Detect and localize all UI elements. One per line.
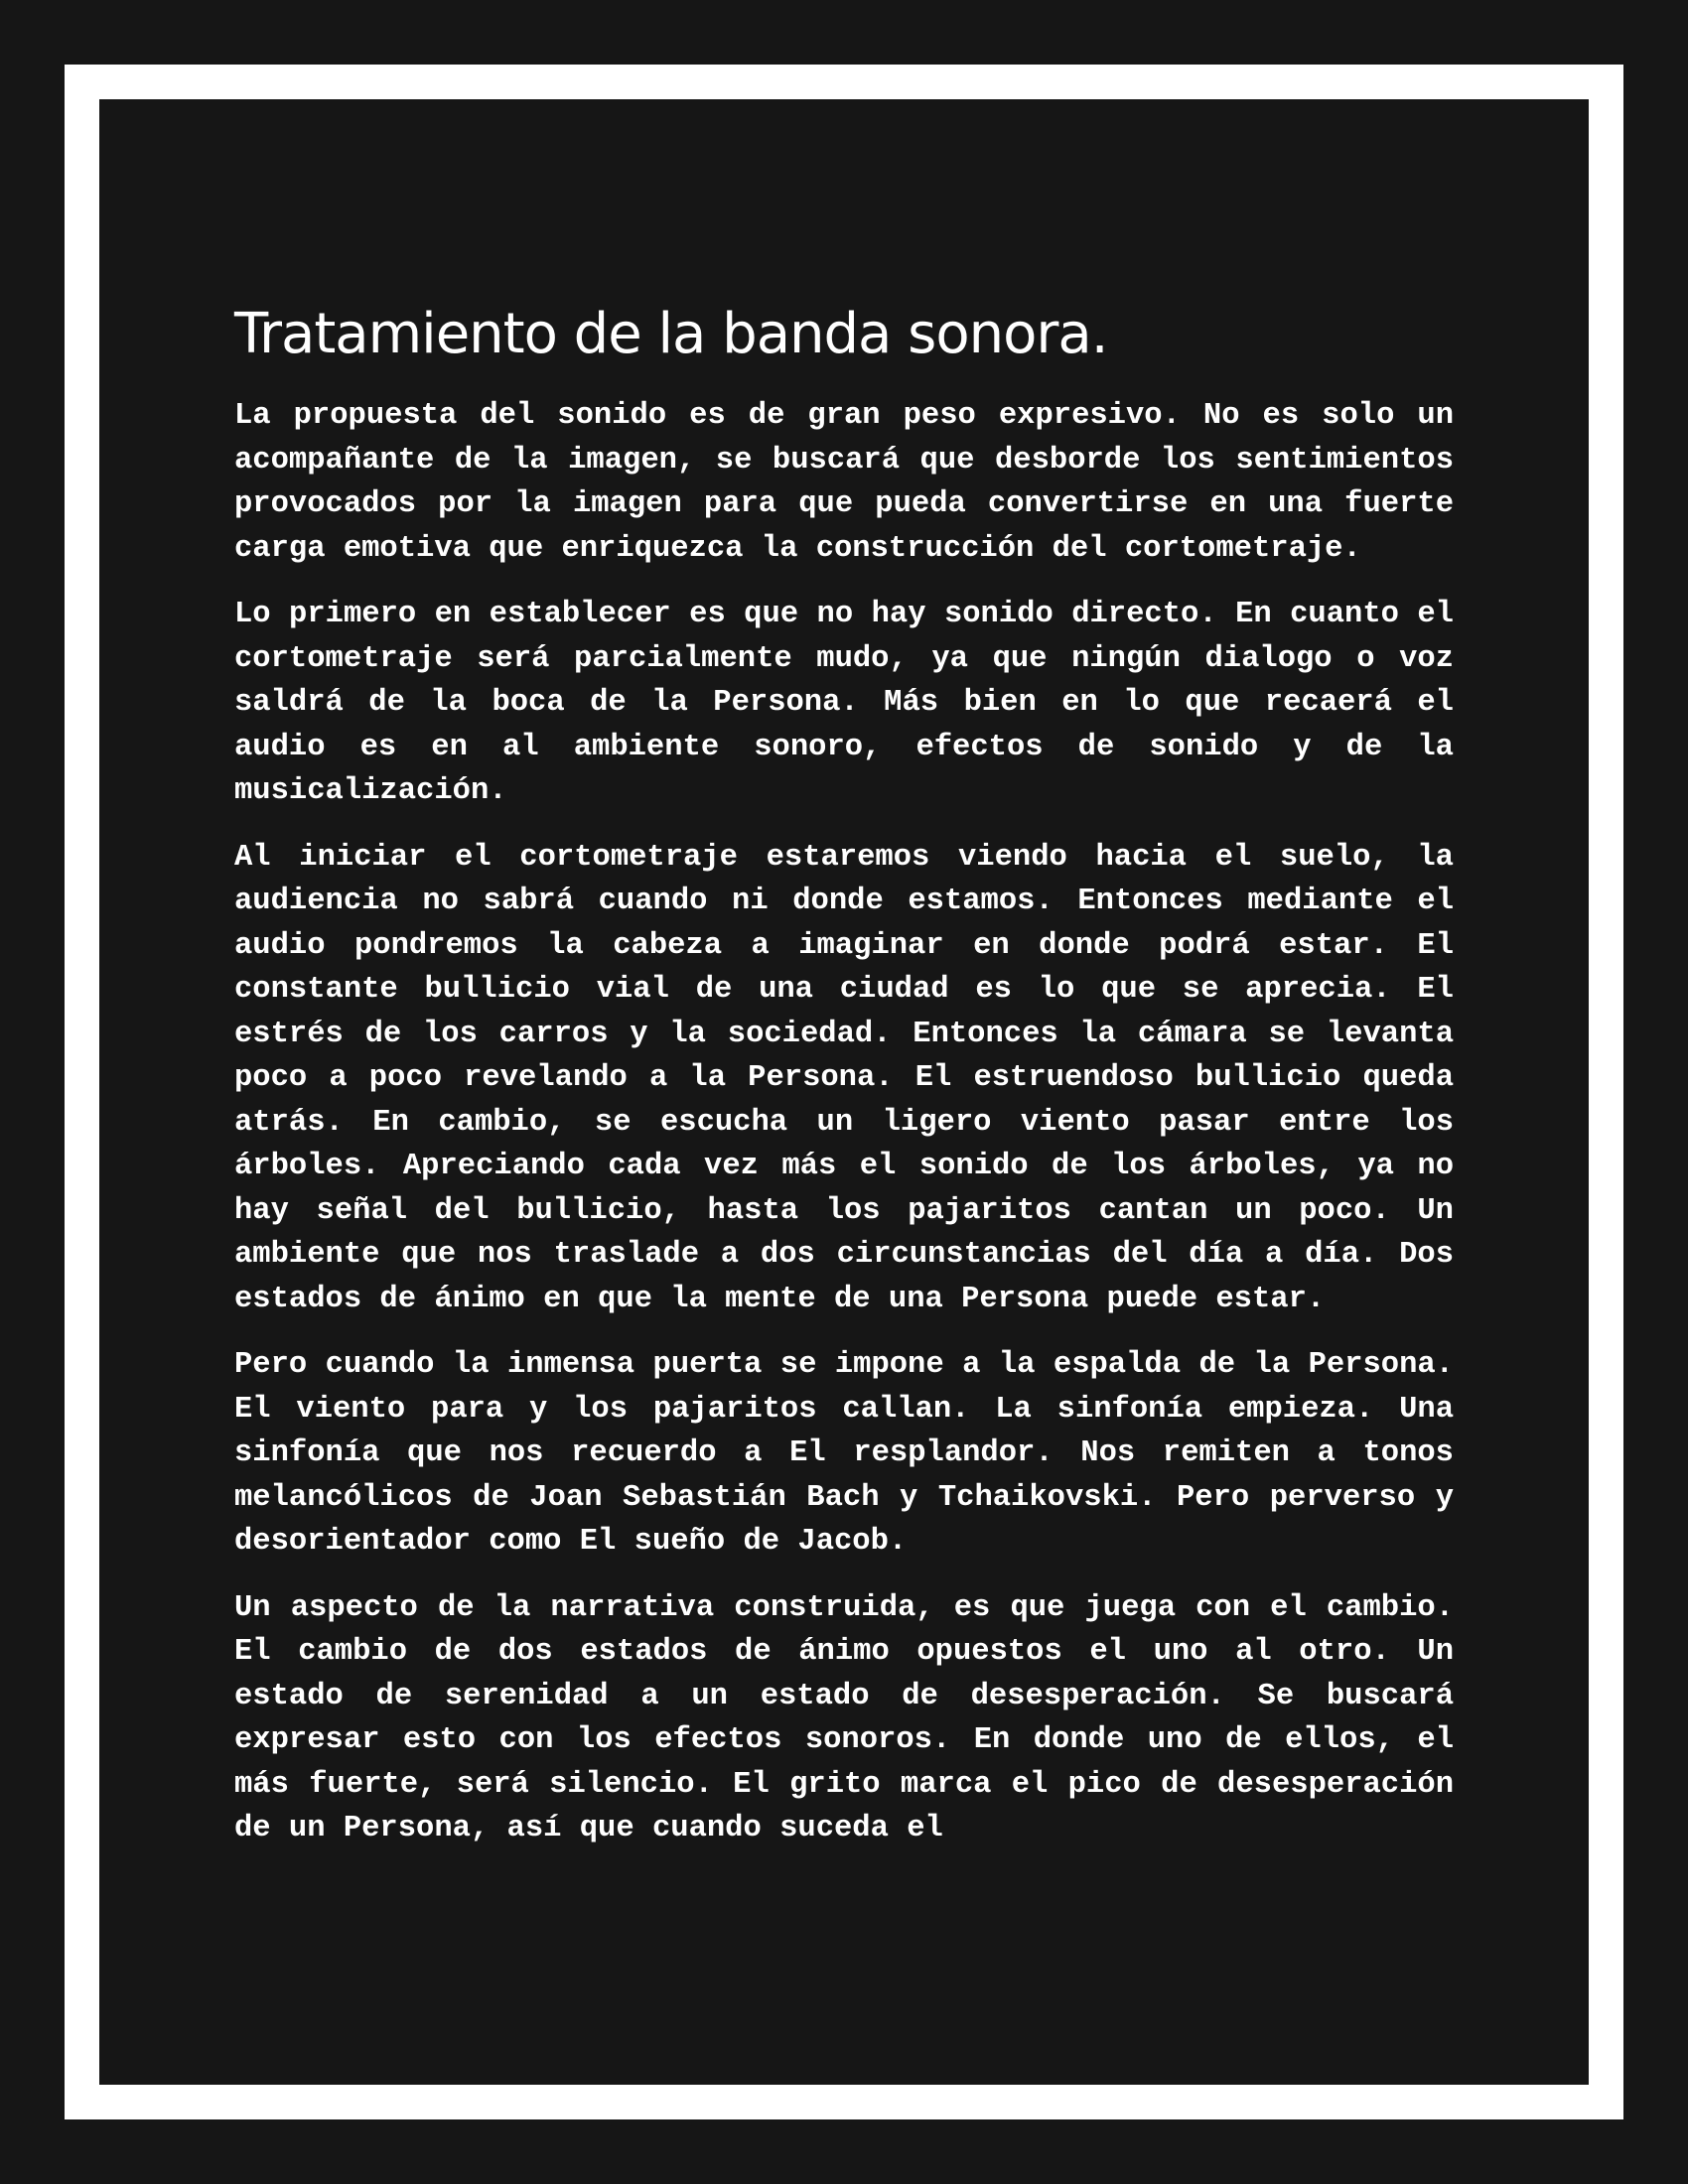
paragraph-5: Un aspecto de la narrativa construida, es que juega con el cambio. El cambio de dos estados de ánimo opuestos el uno al otro. Un estado de serenidad a un estado de desesperación. Se buscará expresar esto con los efectos sonoros. En donde uno de ellos, el más fuerte, será silencio. El grito marca el pico de desesperación de un Persona, así que cuando suceda el xyxy=(234,1590,1454,1846)
paragraph-3: Al iniciar el cortometraje estaremos viendo hacia el suelo, la audiencia no sabrá cuando ni donde estamos. Entonces mediante el audio pondremos la cabeza a imaginar en donde podrá estar. El constante bullicio vial de una ciudad es lo que se aprecia. El estrés de los carros y la sociedad. Entonces la cámara se levanta poco a poco revelando a la Persona. El estruendoso bullicio queda atrás. En cambio, se escucha un ligero viento pasar entre los árboles. Apreciando cada vez más el sonido de los árboles, ya no hay señal del bullicio, hasta los pajaritos cantan un poco. Un ambiente que nos traslade a dos circunstancias del día a día. Dos estados de ánimo en que la mente de una Persona puede estar. xyxy=(234,840,1454,1316)
paragraph-1: La propuesta del sonido es de gran peso expresivo. No es solo un acompañante de la imagen, se buscará que desborde los sentimientos provocados por la imagen para que pueda convertirse en una fuerte carga emotiva que enriquezca la construcción del cortometraje. xyxy=(234,399,1454,566)
paragraph-4: Pero cuando la inmensa puerta se impone a la espalda de la Persona. El viento para y los pajaritos callan. La sinfonía empieza. Una sinfonía que nos recuerdo a El resplandor. Nos remiten a tonos melancólicos de Joan Sebastián Bach y Tchaikovski. Pero perverso y desorientador como El sueño de Jacob. xyxy=(234,1348,1454,1560)
page-title: Tratamiento de la banda sonora. xyxy=(234,302,1108,366)
paragraph-2: Lo primero en establecer es que no hay sonido directo. En cuanto el cortometraje será parcialmente mudo, ya que ningún dialogo o voz saldrá de la boca de la Persona. Más bien en lo que recaerá el audio es en al ambiente sonoro, efectos de sonido y de la musicalización. xyxy=(234,598,1454,809)
document-body xyxy=(234,303,1454,1873)
